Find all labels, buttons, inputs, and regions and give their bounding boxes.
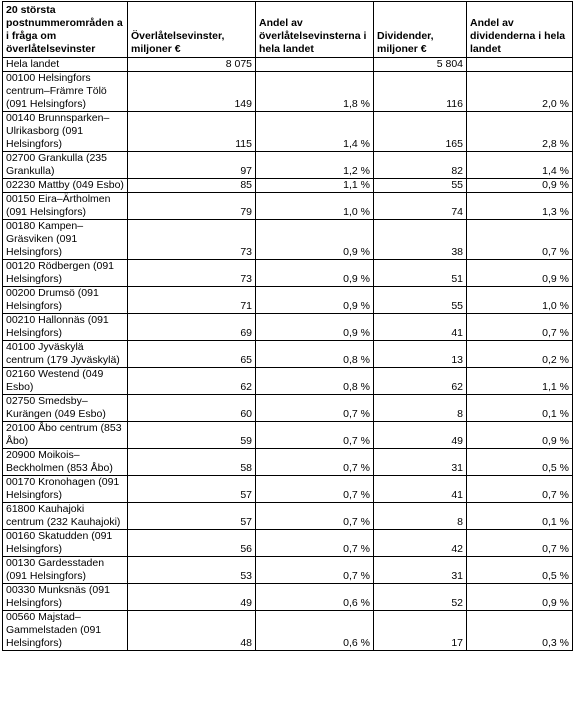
row-gains-share: 1,4 % — [256, 112, 374, 152]
total-name: Hela landet — [3, 58, 128, 72]
row-dividends: 62 — [374, 368, 467, 395]
row-gains-share: 0,9 % — [256, 260, 374, 287]
row-dividends: 116 — [374, 72, 467, 112]
row-dividends-share: 1,4 % — [467, 152, 573, 179]
table-row — [3, 314, 573, 341]
header-postal-area: 20 största postnummerområden a i fråga om överlåtelsevinster — [3, 2, 128, 58]
table-row — [3, 611, 573, 651]
row-gains: 71 — [128, 287, 256, 314]
row-dividends: 55 — [374, 179, 467, 193]
row-gains: 49 — [128, 584, 256, 611]
row-dividends: 55 — [374, 287, 467, 314]
row-postal-area: 61800 Kauhajoki centrum (232 Kauhajoki) — [3, 503, 128, 530]
row-postal-area: 00200 Drumsö (091 Helsingfors) — [3, 287, 128, 314]
row-postal-area: 02700 Grankulla (235 Grankulla) — [3, 152, 128, 179]
row-gains-share: 0,6 % — [256, 611, 374, 651]
row-postal-area: 00100 Helsingfors centrum–Främre Tölö (091 Helsingfors) — [3, 72, 128, 112]
row-gains: 53 — [128, 557, 256, 584]
total-dividends-share — [467, 58, 573, 72]
row-gains-share: 0,7 % — [256, 395, 374, 422]
header-gains-share: Andel av överlåtelsevinsterna i hela landet — [256, 2, 374, 58]
row-postal-area: 00210 Hallonnäs (091 Helsingfors) — [3, 314, 128, 341]
row-gains: 65 — [128, 341, 256, 368]
row-dividends-share: 0,7 % — [467, 220, 573, 260]
header-dividends-share: Andel av dividenderna i hela landet — [467, 2, 573, 58]
table-row — [3, 368, 573, 395]
postal-area-table — [2, 1, 573, 651]
row-gains-share: 1,0 % — [256, 193, 374, 220]
table-row — [3, 422, 573, 449]
table-row — [3, 179, 573, 193]
row-dividends-share: 0,7 % — [467, 530, 573, 557]
row-dividends-share: 0,7 % — [467, 314, 573, 341]
row-dividends: 49 — [374, 422, 467, 449]
row-postal-area: 00180 Kampen–Gräsviken (091 Helsingfors) — [3, 220, 128, 260]
row-gains-share: 0,7 % — [256, 557, 374, 584]
row-dividends-share: 0,9 % — [467, 179, 573, 193]
row-gains: 58 — [128, 449, 256, 476]
row-postal-area: 00330 Munksnäs (091 Helsingfors) — [3, 584, 128, 611]
row-gains: 85 — [128, 179, 256, 193]
row-gains: 57 — [128, 476, 256, 503]
row-postal-area: 00130 Gardesstaden (091 Helsingfors) — [3, 557, 128, 584]
row-gains-share: 1,2 % — [256, 152, 374, 179]
row-gains: 79 — [128, 193, 256, 220]
row-dividends: 42 — [374, 530, 467, 557]
table-row — [3, 112, 573, 152]
row-gains-share: 0,8 % — [256, 341, 374, 368]
row-dividends-share: 0,2 % — [467, 341, 573, 368]
row-dividends: 165 — [374, 112, 467, 152]
row-gains-share: 0,7 % — [256, 530, 374, 557]
row-gains: 62 — [128, 368, 256, 395]
row-dividends: 51 — [374, 260, 467, 287]
row-dividends-share: 0,1 % — [467, 503, 573, 530]
row-gains-share: 0,9 % — [256, 287, 374, 314]
row-dividends: 8 — [374, 503, 467, 530]
row-postal-area: 20900 Moikois–Beckholmen (853 Åbo) — [3, 449, 128, 476]
table-row — [3, 260, 573, 287]
table-row — [3, 287, 573, 314]
table-row — [3, 476, 573, 503]
row-dividends-share: 0,3 % — [467, 611, 573, 651]
total-dividends: 5 804 — [374, 58, 467, 72]
row-gains: 56 — [128, 530, 256, 557]
row-dividends-share: 0,5 % — [467, 449, 573, 476]
table-row — [3, 72, 573, 112]
table-row — [3, 503, 573, 530]
row-dividends-share: 1,0 % — [467, 287, 573, 314]
row-postal-area: 00160 Skatudden (091 Helsingfors) — [3, 530, 128, 557]
row-dividends: 31 — [374, 449, 467, 476]
row-gains: 60 — [128, 395, 256, 422]
row-dividends: 13 — [374, 341, 467, 368]
row-postal-area: 02750 Smedsby–Kurängen (049 Esbo) — [3, 395, 128, 422]
total-row — [3, 58, 573, 72]
row-gains-share: 0,7 % — [256, 503, 374, 530]
table-row — [3, 152, 573, 179]
table-row — [3, 341, 573, 368]
table-row — [3, 193, 573, 220]
row-dividends-share: 1,1 % — [467, 368, 573, 395]
row-gains-share: 0,8 % — [256, 368, 374, 395]
row-dividends-share: 0,9 % — [467, 260, 573, 287]
row-dividends: 17 — [374, 611, 467, 651]
table-row — [3, 530, 573, 557]
table-row — [3, 395, 573, 422]
row-gains: 48 — [128, 611, 256, 651]
row-gains: 69 — [128, 314, 256, 341]
header-gains: Överlåtelsevinster, miljoner € — [128, 2, 256, 58]
row-dividends: 38 — [374, 220, 467, 260]
table-row — [3, 220, 573, 260]
row-dividends: 52 — [374, 584, 467, 611]
table-row — [3, 557, 573, 584]
row-gains: 97 — [128, 152, 256, 179]
row-gains: 59 — [128, 422, 256, 449]
row-postal-area: 00560 Majstad–Gammelstaden (091 Helsingfors) — [3, 611, 128, 651]
row-gains-share: 1,1 % — [256, 179, 374, 193]
total-gains: 8 075 — [128, 58, 256, 72]
row-dividends: 8 — [374, 395, 467, 422]
row-postal-area: 00170 Kronohagen (091 Helsingfors) — [3, 476, 128, 503]
row-dividends-share: 0,9 % — [467, 422, 573, 449]
row-gains-share: 0,7 % — [256, 449, 374, 476]
row-gains-share: 1,8 % — [256, 72, 374, 112]
row-postal-area: 40100 Jyväskylä centrum (179 Jyväskylä) — [3, 341, 128, 368]
row-dividends-share: 2,8 % — [467, 112, 573, 152]
row-gains: 115 — [128, 112, 256, 152]
row-gains-share: 0,7 % — [256, 422, 374, 449]
row-postal-area: 00120 Rödbergen (091 Helsingfors) — [3, 260, 128, 287]
row-dividends: 74 — [374, 193, 467, 220]
row-postal-area: 20100 Åbo centrum (853 Åbo) — [3, 422, 128, 449]
row-dividends-share: 1,3 % — [467, 193, 573, 220]
table-row — [3, 584, 573, 611]
row-postal-area: 00140 Brunnsparken–Ulrikasborg (091 Helsingfors) — [3, 112, 128, 152]
row-gains-share: 0,6 % — [256, 584, 374, 611]
row-gains: 73 — [128, 260, 256, 287]
row-dividends-share: 0,7 % — [467, 476, 573, 503]
row-gains-share: 0,9 % — [256, 220, 374, 260]
row-postal-area: 02230 Mattby (049 Esbo) — [3, 179, 128, 193]
row-gains-share: 0,7 % — [256, 476, 374, 503]
total-gains-share — [256, 58, 374, 72]
row-postal-area: 02160 Westend (049 Esbo) — [3, 368, 128, 395]
row-dividends-share: 0,1 % — [467, 395, 573, 422]
row-dividends: 41 — [374, 476, 467, 503]
row-dividends-share: 2,0 % — [467, 72, 573, 112]
row-dividends: 82 — [374, 152, 467, 179]
row-dividends: 41 — [374, 314, 467, 341]
row-dividends-share: 0,5 % — [467, 557, 573, 584]
table-row — [3, 449, 573, 476]
row-gains-share: 0,9 % — [256, 314, 374, 341]
row-gains: 149 — [128, 72, 256, 112]
row-dividends-share: 0,9 % — [467, 584, 573, 611]
row-dividends: 31 — [374, 557, 467, 584]
row-gains: 73 — [128, 220, 256, 260]
row-gains: 57 — [128, 503, 256, 530]
header-row — [3, 2, 573, 58]
header-dividends: Dividender, miljoner € — [374, 2, 467, 58]
row-postal-area: 00150 Eira–Ärtholmen (091 Helsingfors) — [3, 193, 128, 220]
